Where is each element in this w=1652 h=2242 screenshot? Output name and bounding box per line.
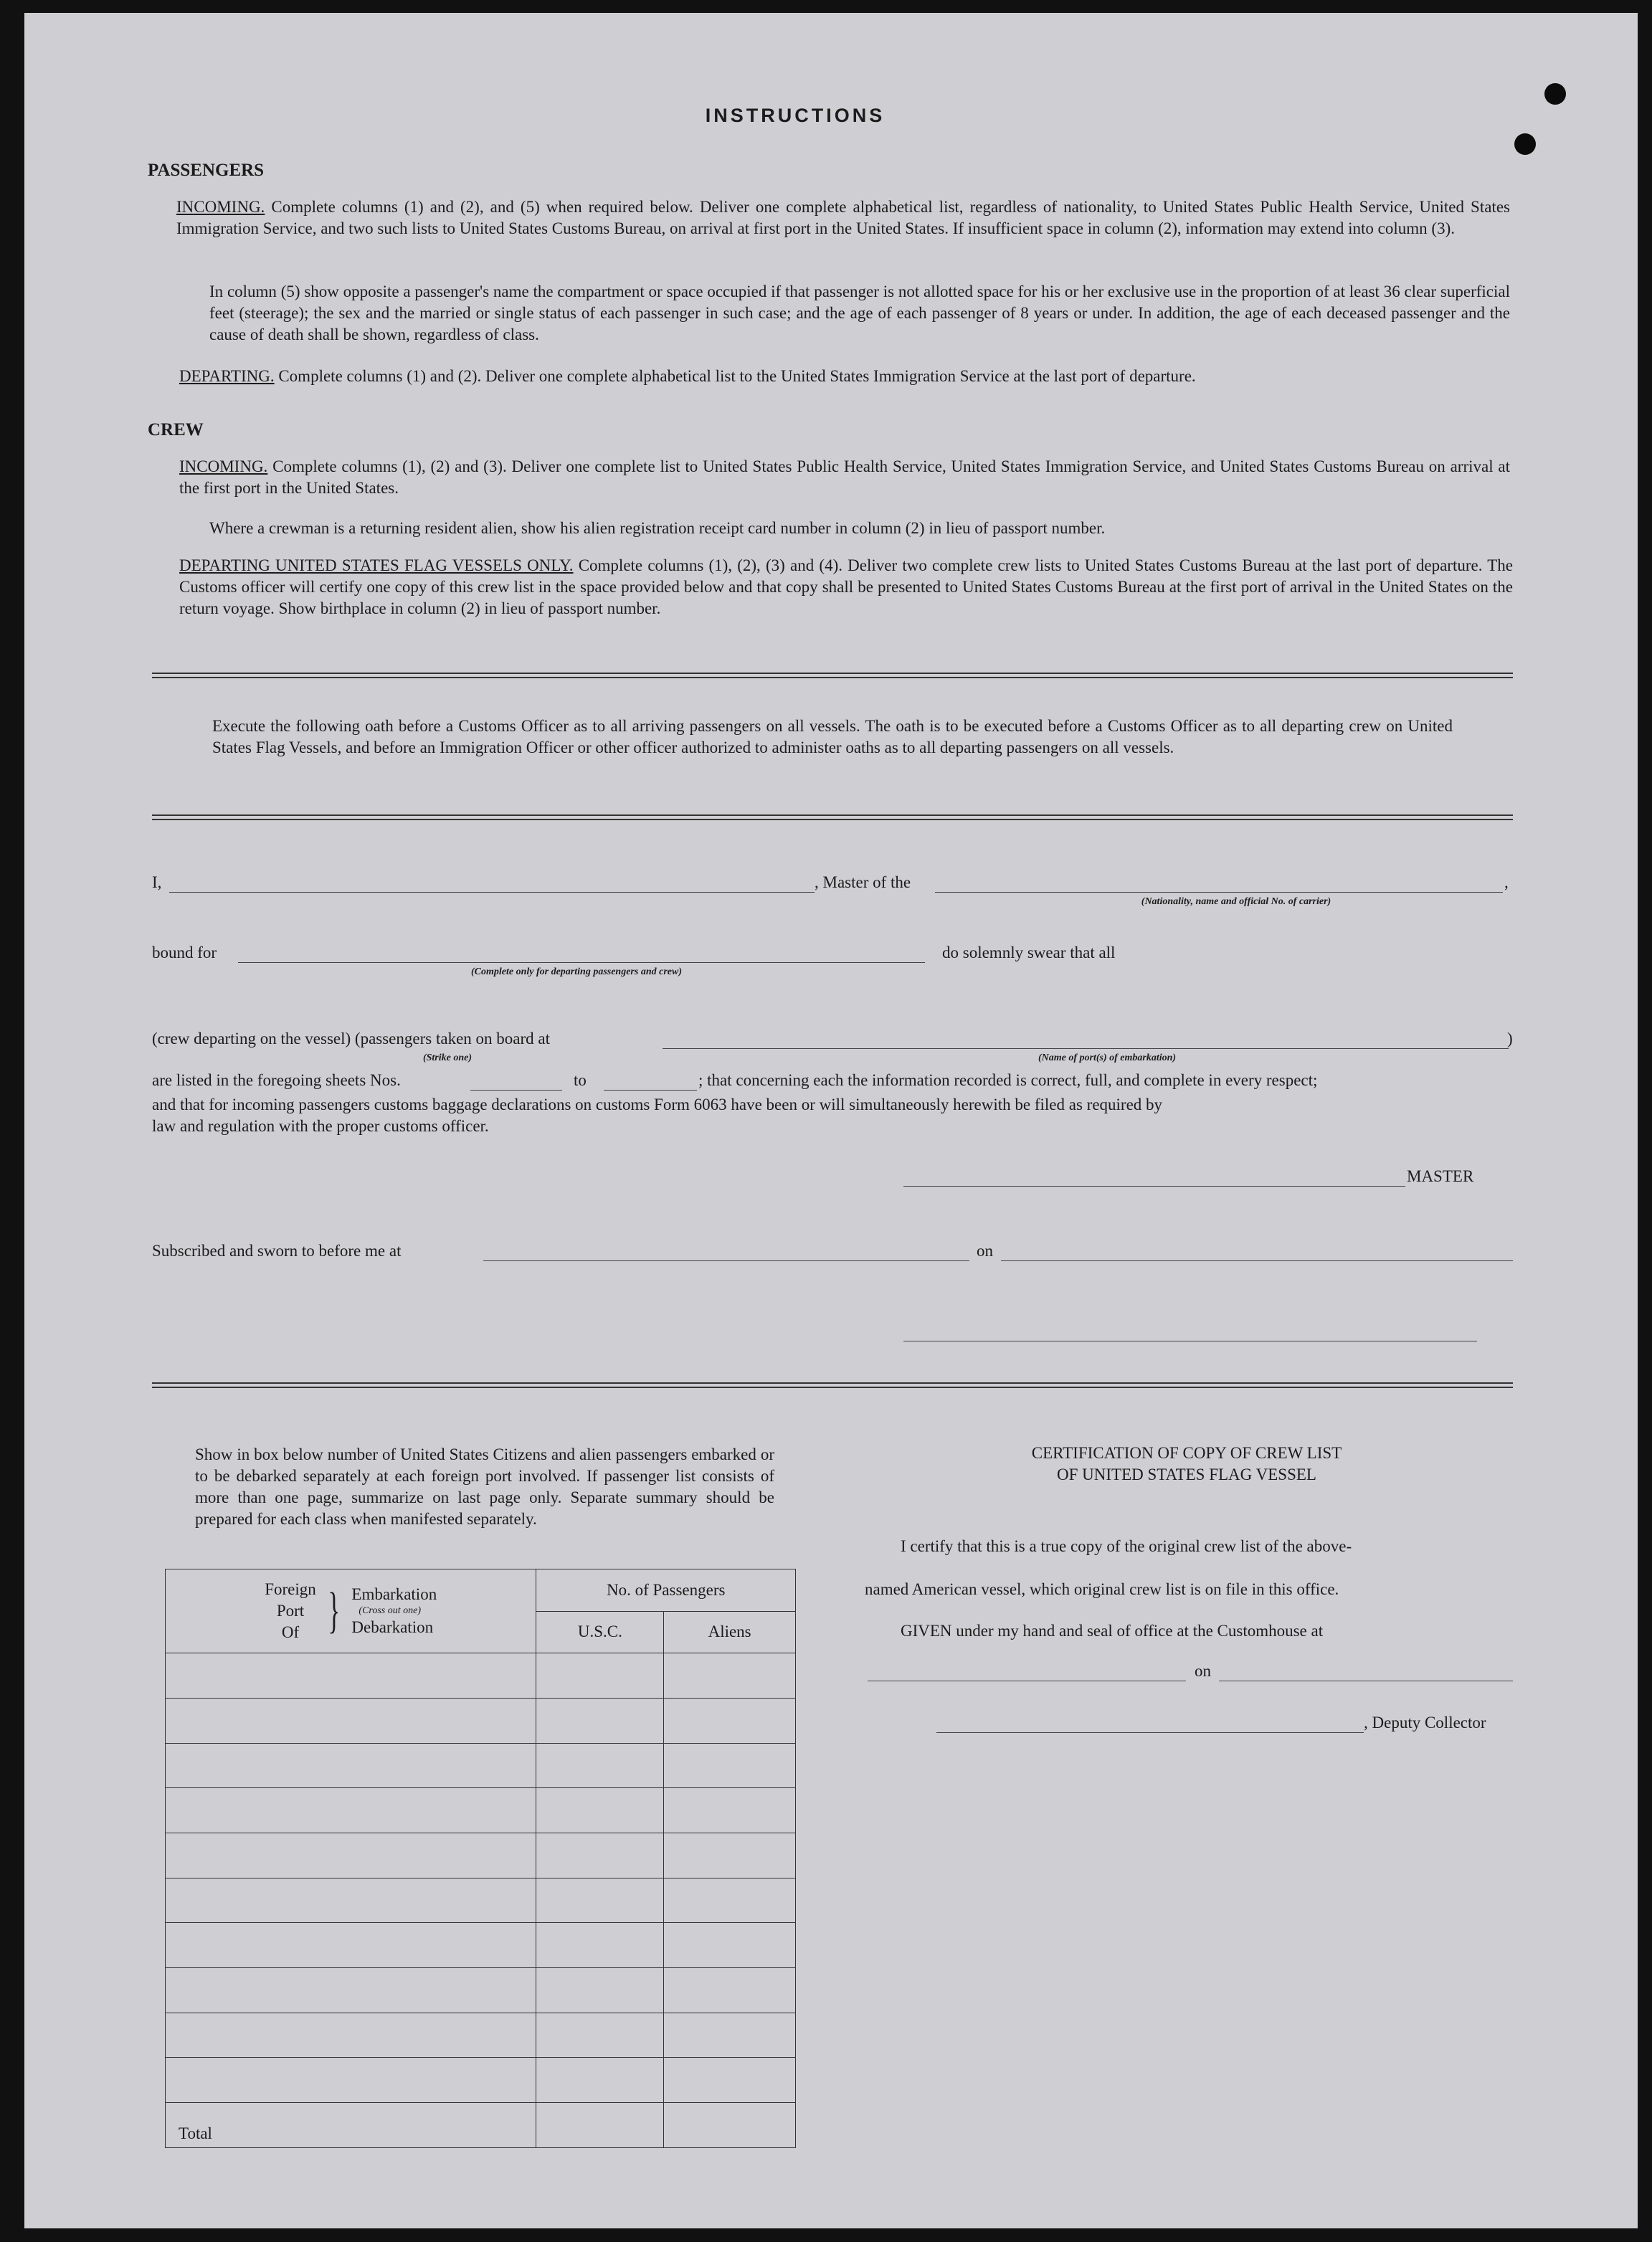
master-signature-line[interactable] [903, 1186, 1405, 1187]
form-page [24, 13, 1638, 2228]
divider [152, 814, 1513, 816]
aliens-header: Aliens [664, 1611, 796, 1653]
usc-cell[interactable] [536, 2013, 664, 2058]
bound-for-label: bound for [152, 944, 217, 961]
passengers-incoming [176, 196, 1510, 239]
crew-departing-text: Complete columns (1), (2), (3) and (4). Deliver two complete crew lists to United States Customs Bureau at the last port of departure. The Customs officer will certify one copy of this crew list in the space provided below and that copy shall be presented to United States Customs Bureau at the first port of arrival in the United States on the return voyage. Show birthplace in column (2) in lieu of passport number. [179, 556, 1513, 617]
usc-cell[interactable] [536, 1743, 664, 1788]
on-label: on [977, 1242, 993, 1260]
port-cell[interactable] [166, 2013, 536, 2058]
port-label: Port [276, 1602, 305, 1620]
crew-departing [179, 555, 1513, 619]
passenger-summary-table [165, 1569, 796, 2148]
certification-heading-1: CERTIFICATION OF COPY OF CREW LIST [1031, 1444, 1342, 1462]
certify-line-1: I certify that this is a true copy of the original crew list of the above- [901, 1537, 1352, 1555]
port-caption: (Name of port(s) of embarkation) [1038, 1053, 1177, 1063]
embarkation-label[interactable]: Embarkation [351, 1585, 437, 1604]
cert-on-label: on [1195, 1662, 1211, 1680]
sheets-to: to [574, 1071, 587, 1089]
usc-cell[interactable] [536, 1833, 664, 1878]
master-name-line[interactable] [169, 892, 815, 893]
cross-out-label: (Cross out one) [359, 1605, 421, 1617]
aliens-cell[interactable] [664, 1968, 796, 2013]
oath-intro: Execute the following oath before a Customs Officer as to all arriving passengers on all vessels. The oath is to be executed before a Customs Officer as to all departing crew on United States Flag Vessels, and before an Immigration Officer or other officer authorized to administer oaths as to all departing passengers on all vessels. [212, 717, 1453, 756]
port-cell[interactable] [166, 1788, 536, 1833]
divider [152, 819, 1513, 820]
passengers-incoming-text: Complete columns (1) and (2), and (5) when required below. Deliver one complete alphabetical list, regardless of nationality, to United States Public Health Service, United States Immigration Service, and two such lists to United States Customs Bureau, on arrival at first port in the United States. If insufficient space in column (2), information may extend into column (3). [176, 198, 1510, 237]
aliens-cell[interactable] [664, 1923, 796, 1968]
page-title: INSTRUCTIONS [705, 105, 886, 126]
port-cell[interactable] [166, 2058, 536, 2103]
oath-line3: law and regulation with the proper customs officer. [152, 1117, 489, 1135]
given-line: GIVEN under my hand and seal of office at the Customhouse at [901, 1622, 1324, 1640]
usc-cell[interactable] [536, 1923, 664, 1968]
deputy-signature-line[interactable] [936, 1732, 1364, 1733]
passengers-incoming-label: INCOMING. [176, 198, 265, 216]
crew-heading: CREW [148, 420, 204, 440]
foreign-port-header [166, 1569, 536, 1653]
comma: , [1504, 873, 1509, 891]
master-label: MASTER [1407, 1167, 1474, 1185]
crew-incoming [179, 456, 1510, 499]
passengers-departing-label: DEPARTING. [179, 367, 275, 385]
aliens-cell[interactable] [664, 1788, 796, 1833]
usc-cell[interactable] [536, 2058, 664, 2103]
certify-line-2: named American vessel, which original crew list is on file in this office. [865, 1580, 1339, 1598]
i-label: I, [152, 873, 162, 891]
sworn-date-line[interactable] [1001, 1260, 1513, 1261]
crew-incoming-text: Complete columns (1), (2) and (3). Deliver one complete list to United States Public Health Service, United States Immigration Service, and United States Customs Bureau on arrival at the first port in the United States. [179, 457, 1511, 497]
usc-total-cell[interactable] [536, 2103, 664, 2148]
divider [152, 1382, 1513, 1384]
divider [152, 1387, 1513, 1388]
port-cell[interactable] [166, 1698, 536, 1743]
crew-departing-label: DEPARTING UNITED STATES FLAG VESSELS ONLY. [179, 556, 574, 574]
oath-line2: and that for incoming passengers customs baggage declarations on customs Form 6063 have been or will simultaneously herewith be filed as required by [152, 1096, 1163, 1113]
aliens-cell[interactable] [664, 1743, 796, 1788]
subscribed-label: Subscribed and sworn to before me at [152, 1242, 402, 1260]
divider [152, 673, 1513, 674]
aliens-cell[interactable] [664, 1833, 796, 1878]
crew-departing-label: (crew departing on the vessel) (passengers taken on board at [152, 1030, 550, 1048]
no-passengers-header: No. of Passengers [536, 1569, 796, 1612]
debarkation-label[interactable]: Debarkation [351, 1618, 434, 1637]
port-cell[interactable] [166, 1833, 536, 1878]
sheets-pre: are listed in the foregoing sheets Nos. [152, 1071, 401, 1089]
carrier-line[interactable] [935, 892, 1503, 893]
swear-label: do solemnly swear that all [942, 944, 1116, 961]
aliens-cell[interactable] [664, 1878, 796, 1923]
port-cell[interactable] [166, 1743, 536, 1788]
strike-caption: (Strike one) [422, 1053, 473, 1063]
passengers-departing-text: Complete columns (1) and (2). Deliver one complete alphabetical list to the United States Immigration Service at the last port of departure. [278, 367, 1196, 385]
deputy-label: , Deputy Collector [1364, 1714, 1486, 1732]
passengers-column5: In column (5) show opposite a passenger's name the compartment or space occupied if that passenger is not allotted space for his or her exclusive use in the proportion of at least 36 clear superficial feet (steerage); the sex and the married or single status of each passenger in such case; and the age of each passenger of 8 years or under. In addition, the age of each deceased passenger and the cause of death shall be shown, regardless of class. [209, 282, 1510, 343]
aliens-cell[interactable] [664, 1653, 796, 1699]
passengers-departing [179, 366, 1513, 387]
aliens-total-cell[interactable] [664, 2103, 796, 2148]
aliens-cell[interactable] [664, 1698, 796, 1743]
brace: } [328, 1583, 341, 1639]
sheet-from-line[interactable] [470, 1090, 562, 1091]
usc-cell[interactable] [536, 1698, 664, 1743]
crew-resident: Where a crewman is a returning resident alien, show his alien registration receipt card number in column (2) in lieu of passport number. [209, 519, 1106, 537]
port-cell[interactable] [166, 1968, 536, 2013]
divider [152, 677, 1513, 678]
port-cell[interactable] [166, 1923, 536, 1968]
complete-caption: (Complete only for departing passengers and crew) [471, 966, 682, 977]
master-of-label: , Master of the [815, 873, 911, 891]
nationality-caption: (Nationality, name and official No. of carrier) [1141, 896, 1331, 907]
aliens-cell[interactable] [664, 2058, 796, 2103]
aliens-cell[interactable] [664, 2013, 796, 2058]
usc-cell[interactable] [536, 1788, 664, 1833]
certification-heading-2: OF UNITED STATES FLAG VESSEL [1057, 1466, 1316, 1483]
usc-cell[interactable] [536, 1878, 664, 1923]
sheet-to-line[interactable] [604, 1090, 697, 1091]
passengers-heading: PASSENGERS [148, 161, 265, 180]
bound-for-line[interactable] [238, 962, 925, 963]
sheets-post: ; that concerning each the information recorded is correct, full, and complete in every respect; [698, 1071, 1318, 1089]
crew-incoming-label: INCOMING. [179, 457, 268, 475]
punch-hole [1514, 133, 1536, 155]
usc-header: U.S.C. [536, 1611, 664, 1653]
port-cell[interactable] [166, 1653, 536, 1699]
close-paren: ) [1507, 1030, 1513, 1048]
summary-instructions: Show in box below number of United States Citizens and alien passengers embarked or to be debarked separately at each foreign port involved. If passenger list consists of more than one page, summarize on last page only. Separate summary should be prepared for each class when manifested separately. [195, 1445, 774, 1528]
usc-cell[interactable] [536, 1653, 664, 1699]
usc-cell[interactable] [536, 1968, 664, 2013]
foreign-label: Foreign [265, 1580, 316, 1599]
sworn-place-line[interactable] [483, 1260, 969, 1261]
port-cell[interactable] [166, 1878, 536, 1923]
total-label: Total [166, 2103, 536, 2148]
of-label: Of [281, 1623, 300, 1642]
punch-hole [1544, 83, 1566, 105]
embarkation-port-line[interactable] [663, 1048, 1509, 1049]
